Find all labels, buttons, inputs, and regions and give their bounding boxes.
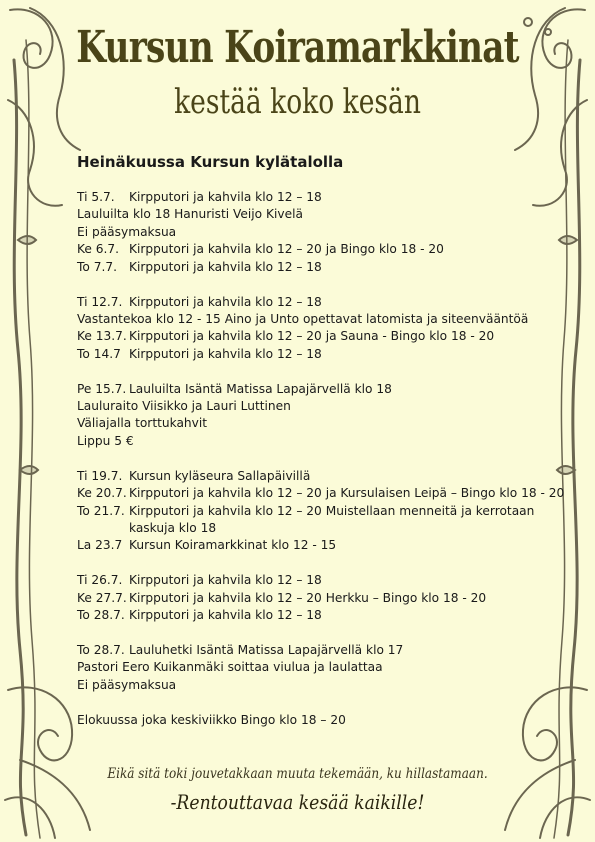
event-row [77, 259, 557, 276]
august-block [77, 712, 557, 729]
event-text: Kirpputori ja kahvila klo 12 – 18 [129, 346, 322, 361]
event-row [77, 381, 557, 398]
event-line: Lauluraito Viisikko ja Lauri Luttinen [77, 399, 291, 414]
event-day: Ke 13.7. [77, 329, 127, 344]
event-day: Ti 19.7. [77, 468, 123, 483]
event-day: Ti 12.7. [77, 294, 123, 309]
event-row [77, 294, 557, 311]
event-row [77, 468, 557, 485]
event-text: Kirpputori ja kahvila klo 12 – 18 [129, 608, 322, 623]
event-text: Lauluilta Isäntä Matissa Lapajärvellä klo 18 [129, 381, 392, 396]
event-line: Pastori Eero Kuikanmäki soittaa viulua ja laulattaa [77, 660, 383, 675]
event-text: Lauluhetki Isäntä Matissa Lapajärvellä klo 17 [129, 643, 404, 658]
event-row [77, 346, 557, 363]
week-block [77, 381, 557, 451]
event-line: Ei pääsymaksua [77, 224, 177, 239]
event-day: To 28.7. [77, 608, 125, 623]
event-row [77, 485, 565, 502]
event-row [77, 642, 557, 659]
week-block [77, 468, 565, 555]
event-day: To 14.7 [77, 346, 121, 361]
event-text: Kirpputori ja kahvila klo 12 – 20 Muistellaan menneitä ja kerrotaan kaskuja klo 18 [129, 503, 535, 535]
event-text: Kirpputori ja kahvila klo 12 – 18 [129, 190, 322, 204]
footer-greeting: -Rentouttavaa kesää kaikille! [170, 790, 425, 814]
event-day: Ke 6.7. [77, 242, 120, 257]
event-row [77, 328, 557, 345]
page-title: Kursun Koiramarkkinat [76, 22, 519, 73]
footer-quote: Eikä sitä toki jouvetakkaan muuta tekemään, ku hillastamaan. [107, 766, 488, 782]
event-line: Ei pääsymaksua [77, 677, 177, 692]
event-text: Kirpputori ja kahvila klo 12 – 20 ja Kursulaisen Leipä – Bingo klo 18 - 20 [129, 486, 565, 501]
event-line: Elokuussa joka keskiviikko Bingo klo 18 – 20 [77, 712, 346, 727]
page-subtitle: kestää koko kesän [174, 82, 421, 122]
event-text: Kursun kyläseura Sallapäivillä [129, 468, 311, 483]
event-text: Kirpputori ja kahvila klo 12 – 18 [129, 573, 322, 588]
program-heading: Heinäkuussa Kursun kylätalolla [77, 153, 344, 171]
week-block [77, 572, 557, 624]
event-day: Ti 26.7. [77, 573, 123, 588]
event-day: To 28.7. [77, 643, 125, 658]
event-row [77, 189, 557, 206]
event-day: To 21.7. [77, 503, 125, 518]
week-block [77, 642, 557, 694]
event-day: Ke 20.7. [77, 486, 127, 501]
event-day: To 7.7. [77, 259, 117, 274]
event-row [77, 241, 557, 258]
event-text: Kirpputori ja kahvila klo 12 – 18 [129, 259, 322, 274]
event-line: Lauluilta klo 18 Hanuristi Veijo Kivelä [77, 207, 303, 222]
event-row [77, 572, 557, 589]
event-text: Kirpputori ja kahvila klo 12 – 18 [129, 294, 322, 309]
event-text: Kirpputori ja kahvila klo 12 – 20 ja Sauna - Bingo klo 18 - 20 [129, 329, 495, 344]
event-line: Väliajalla torttukahvit [77, 416, 208, 431]
event-row [77, 537, 557, 554]
event-row [77, 607, 557, 624]
event-day: La 23.7 [77, 538, 123, 553]
event-row [77, 590, 557, 607]
event-day: Pe 15.7. [77, 381, 127, 396]
week-block [77, 294, 557, 364]
event-text: Kursun Koiramarkkinat klo 12 - 15 [129, 538, 337, 553]
week-block [77, 189, 557, 276]
event-row [77, 503, 557, 538]
event-text: Kirpputori ja kahvila klo 12 – 20 Herkku – Bingo klo 18 - 20 [129, 590, 487, 605]
event-text: Kirpputori ja kahvila klo 12 – 20 ja Bingo klo 18 - 20 [129, 242, 444, 257]
event-line: Vastantekoa klo 12 - 15 Aino ja Unto opettavat latomista ja siteenvääntöä [77, 311, 529, 326]
program-list [77, 152, 565, 747]
event-day: Ke 27.7. [77, 590, 127, 605]
event-day: Ti 5.7. [77, 190, 115, 204]
event-line: Lippu 5 € [77, 433, 134, 448]
